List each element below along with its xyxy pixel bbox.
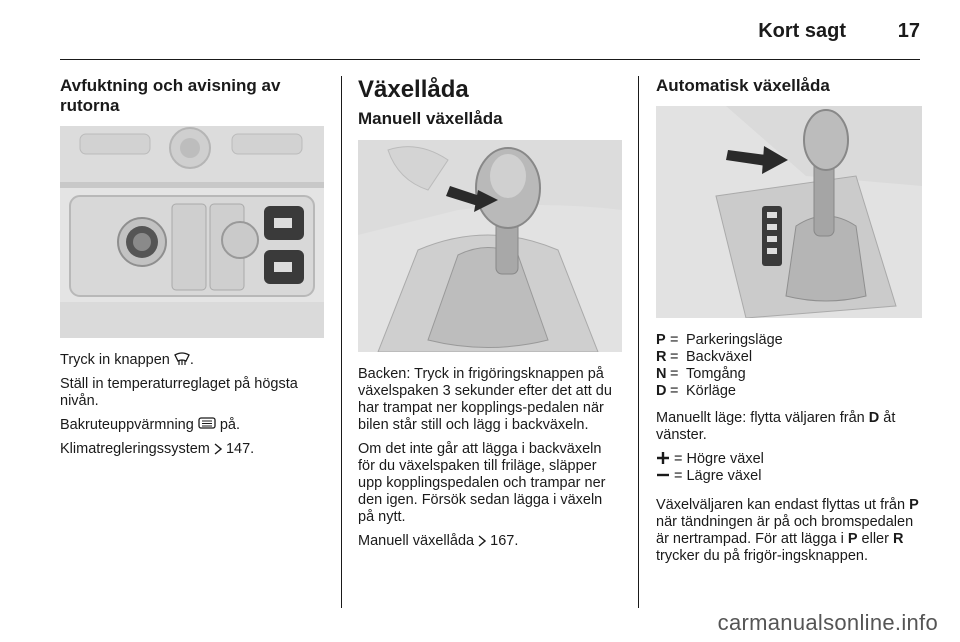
page-reference-icon — [478, 535, 486, 547]
gear-legend-item: N = Tomgång — [656, 366, 746, 382]
rear-window-heating-icon — [198, 417, 216, 431]
column-divider-2 — [638, 76, 639, 608]
shift-up-legend: = Högre växel — [656, 451, 922, 468]
header-rule — [60, 59, 920, 60]
defrost-step-1: Tryck in knappen . — [60, 352, 194, 368]
defrost-step-2: Ställ in temperaturreglaget på högsta nivån. — [60, 376, 298, 409]
minus-icon — [656, 468, 670, 482]
defrost-step-3: Bakruteuppvärmning på. — [60, 417, 241, 433]
shift-down-legend: = Lägre växel — [656, 468, 922, 485]
column-gearbox — [358, 76, 622, 557]
selector-release-note: Växelväljaren kan endast flyttas ut från P när tändningen är på och bromspedalen är nertrampad. För att lägga i P eller R trycker du på frigör-ingsknappen. — [656, 497, 919, 564]
manual-mode-instruction: Manuellt läge: flytta väljaren från D åt vänster. — [656, 410, 896, 443]
watermark: carmanualsonline.info — [717, 610, 938, 635]
manual-reverse-instruction: Backen: Tryck in frigöringsknappen på växelspaken 3 sekunder efter det att du har trampat ner kopplings-pedalen när bilen står still och lägg i backväxeln. — [358, 366, 612, 433]
manual-gearbox-reference: Manuell växellåda 167. — [358, 533, 519, 549]
page-reference-icon — [214, 443, 222, 455]
page-header — [60, 14, 920, 60]
plus-icon — [656, 451, 670, 465]
defrost-reference: Klimatregleringssystem 147. — [60, 441, 255, 457]
manual-gear-lever-illustration — [358, 140, 622, 352]
automatic-selector-illustration — [656, 106, 922, 318]
column-defrost — [60, 76, 324, 465]
page-number: 17 — [897, 20, 920, 42]
gearbox-heading: Växellåda — [358, 76, 469, 103]
defrost-heading: Avfuktning och avisning av rutorna — [60, 76, 281, 115]
gear-legend-item: P = Parkeringsläge — [656, 332, 783, 348]
gear-legend-item: D = Körläge — [656, 383, 736, 399]
automatic-heading: Automatisk växellåda — [656, 76, 830, 95]
gear-legend-item: R = Backväxel — [656, 349, 753, 365]
section-title: Kort sagt — [758, 20, 846, 42]
manual-reverse-retry: Om det inte går att lägga i backväxeln för du växelspaken till friläge, släpper upp kopplingspedalen och trampar ner den igen. Försök sedan lägga i växeln på nytt. — [358, 441, 606, 525]
windscreen-defrost-icon — [174, 352, 190, 366]
gear-legend — [656, 332, 922, 400]
climate-panel-illustration — [60, 126, 324, 338]
column-divider-1 — [341, 76, 342, 608]
column-automatic — [656, 76, 922, 572]
manual-gearbox-subheading: Manuell växellåda — [358, 109, 503, 128]
